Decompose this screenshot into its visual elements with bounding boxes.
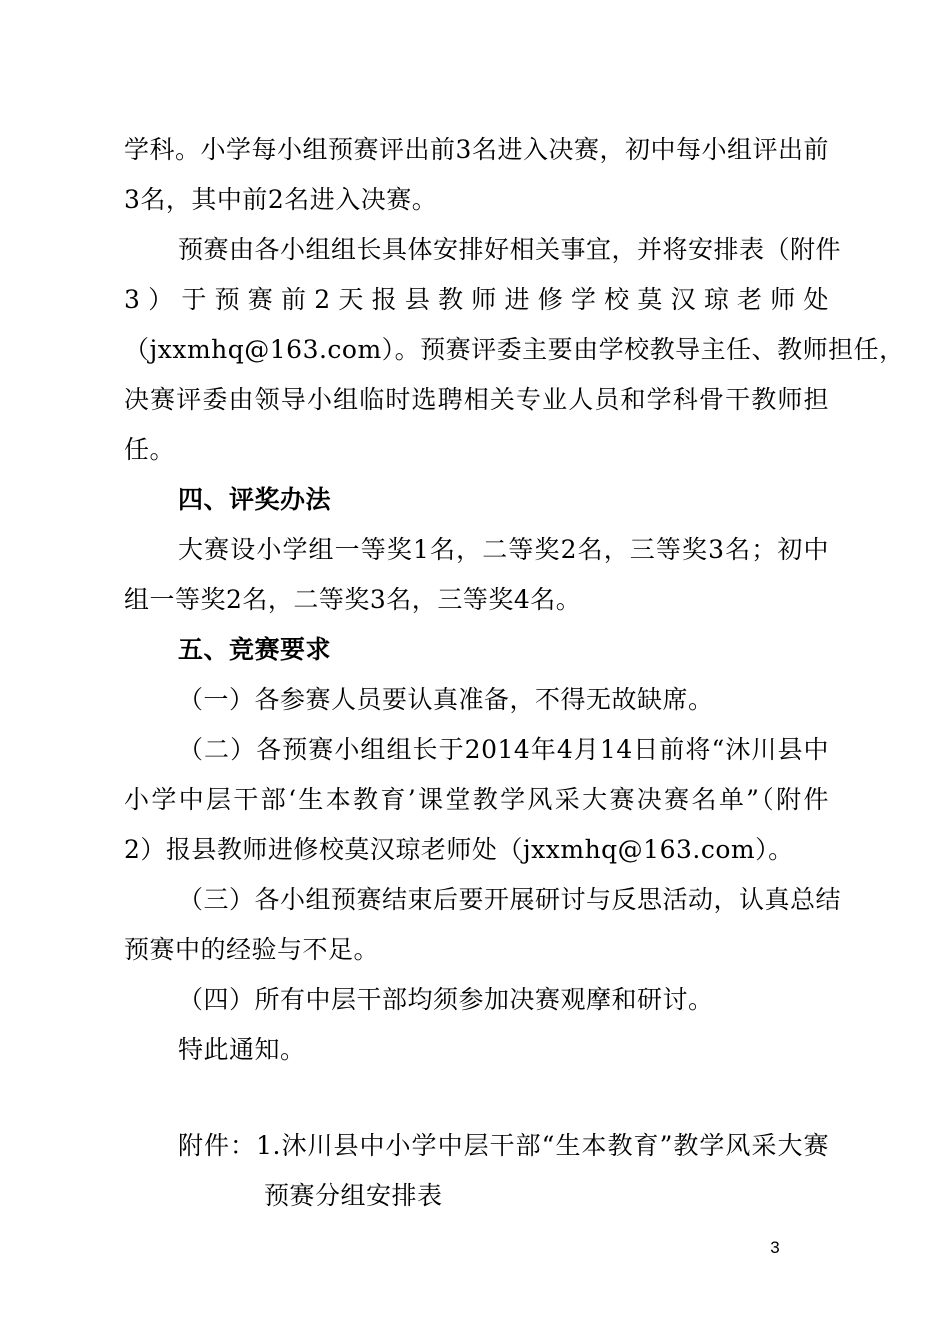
text-line: 任。 xyxy=(124,435,176,464)
page-number: 3 xyxy=(770,1238,780,1257)
requirement-item-4: （四）所有中层干部均须参加决赛观摩和研讨。 xyxy=(178,985,714,1014)
requirement-item-1: （一）各参赛人员要认真准备，不得无故缺席。 xyxy=(178,685,714,714)
attachment-line: 附件：1.沐川县中小学中层干部“生本教育”教学风采大赛 xyxy=(178,1131,829,1160)
text-line: 3）于预赛前2天报县教师进修学校莫汉琼老师处 xyxy=(124,285,829,314)
text-line: 小学中层干部‘生本教育’课堂教学风采大赛决赛名单”（附件 xyxy=(124,785,829,814)
attachment-continuation: 预赛分组安排表 xyxy=(264,1181,443,1210)
requirement-item-3: （三）各小组预赛结束后要开展研讨与反思活动，认真总结 xyxy=(178,885,842,914)
section-heading-awards: 四、评奖办法 xyxy=(178,485,332,514)
paragraph-first-line: 大赛设小学组一等奖1名，二等奖2名，三等奖3名；初中 xyxy=(178,535,829,564)
text-line: 决赛评委由领导小组临时选聘相关专业人员和学科骨干教师担 xyxy=(124,385,829,414)
text-line: 组一等奖2名，二等奖3名，三等奖4名。 xyxy=(124,585,582,614)
text-line: 学科。小学每小组预赛评出前3名进入决赛，初中每小组评出前 xyxy=(124,135,829,164)
section-heading-requirements: 五、竞赛要求 xyxy=(178,635,332,664)
paragraph-first-line: 预赛由各小组组长具体安排好相关事宜，并将安排表（附件 xyxy=(178,235,842,264)
text-line: 3名，其中前2名进入决赛。 xyxy=(124,185,438,214)
text-line: 2）报县教师进修校莫汉琼老师处（jxxmhq@163.com）。 xyxy=(124,835,794,864)
text-line: 预赛中的经验与不足。 xyxy=(124,935,380,964)
text-line: （jxxmhq@163.com）。预赛评委主要由学校教导主任、教师担任， xyxy=(124,335,905,364)
requirement-item-2: （二）各预赛小组组长于2014年4月14日前将“沐川县中 xyxy=(178,735,829,764)
closing-line: 特此通知。 xyxy=(178,1035,306,1064)
